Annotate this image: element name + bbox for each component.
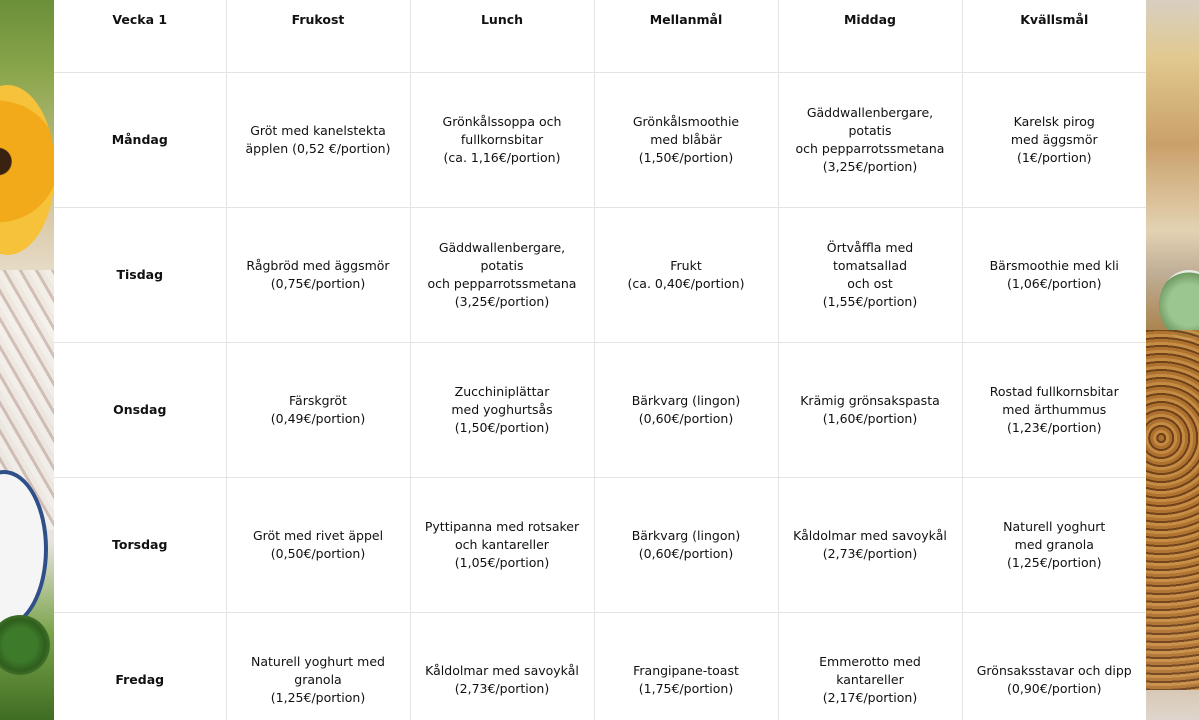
meal-cell: Krämig grönsakspasta (1,60€/portion) [778,342,962,477]
meal-header-middag: Middag [778,0,962,72]
meal-cell: Bärsmoothie med kli (1,06€/portion) [962,207,1146,342]
meal-cell: Frukt (ca. 0,40€/portion) [594,207,778,342]
meal-cell: Grönsaksstavar och dipp (0,90€/portion) [962,612,1146,720]
meal-header-frukost: Frukost [226,0,410,72]
meal-header-kvallsmal: Kvällsmål [962,0,1146,72]
day-label: Torsdag [54,477,226,612]
meal-cell: Karelsk pirog med äggsmör (1€/portion) [962,72,1146,207]
meal-cell: Grönkålssoppa och fullkornsbitar (ca. 1,16€/portion) [410,72,594,207]
meal-cell: Bärkvarg (lingon) (0,60€/portion) [594,342,778,477]
day-label: Fredag [54,612,226,720]
meal-cell: Bärkvarg (lingon) (0,60€/portion) [594,477,778,612]
meal-plan-table [54,0,1146,720]
meal-cell: Färskgröt (0,49€/portion) [226,342,410,477]
meal-header-mellanmal: Mellanmål [594,0,778,72]
table-row [54,477,1146,612]
meal-cell: Örtvåffla med tomatsallad och ost (1,55€/portion) [778,207,962,342]
meal-cell: Gäddwallenbergare, potatis och pepparrotssmetana (3,25€/portion) [410,207,594,342]
meal-cell: Kåldolmar med savoykål (2,73€/portion) [410,612,594,720]
table-row [54,342,1146,477]
background-photo-left [0,0,54,720]
meal-cell: Emmerotto med kantareller (2,17€/portion) [778,612,962,720]
table-row [54,207,1146,342]
meal-cell: Frangipane-toast (1,75€/portion) [594,612,778,720]
week-header: Vecka 1 [54,0,226,72]
table-row [54,612,1146,720]
day-label: Tisdag [54,207,226,342]
meal-cell: Kåldolmar med savoykål (2,73€/portion) [778,477,962,612]
herb-decoration [0,615,50,675]
meal-cell: Rostad fullkornsbitar med ärthummus (1,23€/portion) [962,342,1146,477]
meal-cell: Pyttipanna med rotsaker och kantareller (1,05€/portion) [410,477,594,612]
meal-cell: Naturell yoghurt med granola (1,25€/portion) [962,477,1146,612]
meal-cell: Rågbröd med äggsmör (0,75€/portion) [226,207,410,342]
day-label: Onsdag [54,342,226,477]
meal-cell: Gröt med rivet äppel (0,50€/portion) [226,477,410,612]
background-photo-right [1145,0,1199,720]
meal-cell: Grönkålsmoothie med blåbär (1,50€/portion) [594,72,778,207]
day-label: Måndag [54,72,226,207]
meal-plan-panel [54,0,1146,720]
meal-cell: Naturell yoghurt med granola (1,25€/portion) [226,612,410,720]
table-header-row [54,0,1146,72]
table-row [54,72,1146,207]
meal-cell: Zucchiniplättar med yoghurtsås (1,50€/portion) [410,342,594,477]
meal-header-lunch: Lunch [410,0,594,72]
flower-decoration [0,85,54,255]
meal-cell: Gäddwallenbergare, potatis och pepparrotssmetana (3,25€/portion) [778,72,962,207]
crispbread-decoration [1145,330,1199,690]
meal-cell: Gröt med kanelstekta äpplen (0,52 €/portion) [226,72,410,207]
